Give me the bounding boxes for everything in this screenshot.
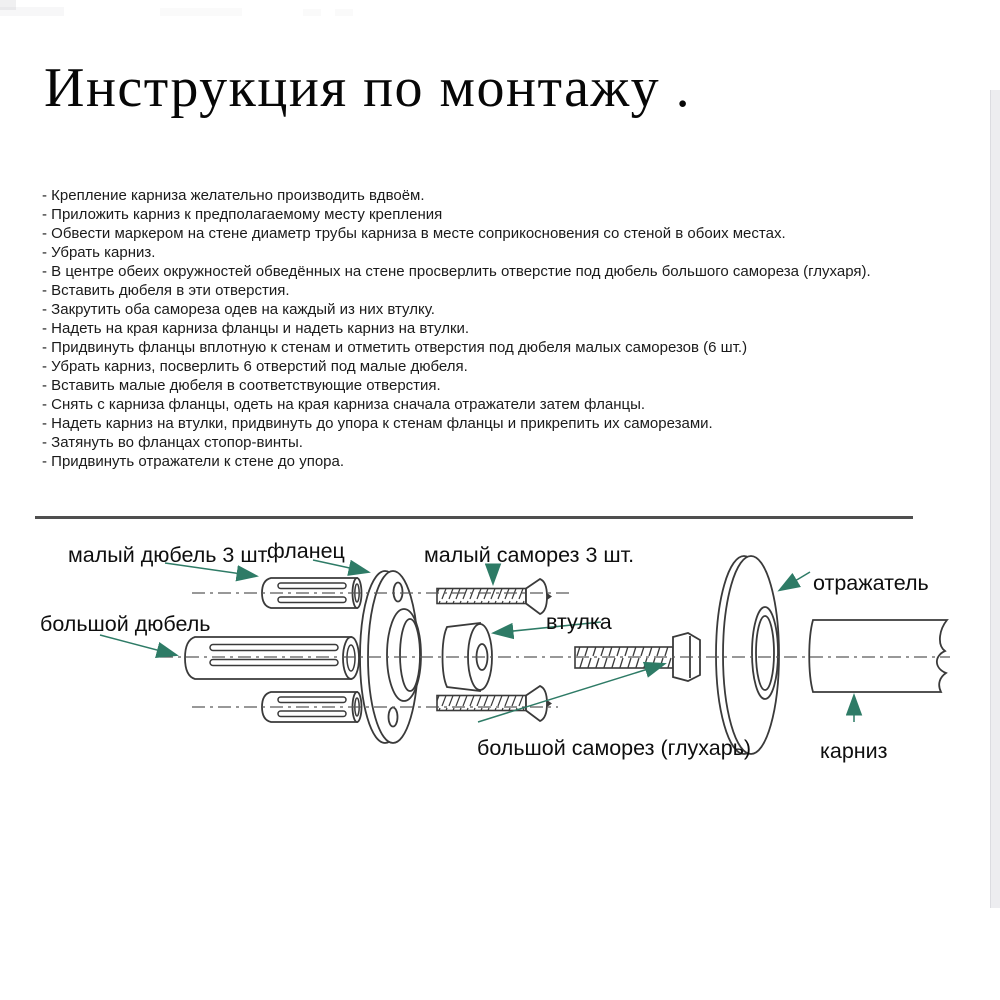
- small-screw-top: [437, 579, 552, 614]
- instruction-item: - Вставить малые дюбеля в соответствующие отверстия.: [42, 377, 441, 394]
- assembly-diagram: [0, 510, 1000, 800]
- instruction-item: - Надеть на края карниза фланцы и надеть карниз на втулки.: [42, 320, 470, 337]
- label-small-screw: малый саморез 3 шт.: [424, 543, 635, 567]
- page-title: Инструкция по монтажу .: [44, 57, 692, 119]
- instruction-item: - Убрать карниз.: [42, 244, 156, 261]
- instruction-item: - Придвинуть фланцы вплотную к стенам и отметить отверстия под дюбеля малых саморезов (6 шт.): [42, 339, 748, 356]
- instruction-item: - Убрать карниз, посверлить 6 отверстий под малые дюбеля.: [42, 358, 468, 375]
- image-artifact: [335, 9, 353, 16]
- instruction-item: - Придвинуть отражатели к стене до упора.: [42, 453, 345, 470]
- large-dowel: [185, 637, 359, 679]
- instruction-item: - Затянуть во фланцах стопор-винты.: [42, 434, 303, 451]
- instruction-item: - Крепление карниза желательно производить вдвоём.: [42, 187, 425, 204]
- label-reflector: отражатель: [813, 571, 929, 595]
- rod: [809, 620, 947, 692]
- instruction-item: - Закрутить оба самореза одев на каждый из них втулку.: [42, 301, 435, 318]
- image-artifact: [160, 8, 242, 16]
- instruction-item: - Обвести маркером на стене диаметр трубы карниза в месте соприкосновения со стеной в обоих местах.: [42, 225, 786, 242]
- instruction-item: - В центре обеих окружностей обведённых на стене просверлить отверстие под дюбель большого самореза (глухаря).: [42, 263, 871, 280]
- label-bushing: втулка: [546, 610, 612, 634]
- instruction-list: [42, 186, 962, 471]
- label-rod: карниз: [820, 739, 888, 763]
- label-small-dowel: малый дюбель 3 шт.: [68, 543, 272, 567]
- instruction-item: - Снять с карниза фланцы, одеть на края карниза сначала отражатели затем фланцы.: [42, 396, 646, 413]
- image-artifact: [0, 7, 64, 16]
- reflector: [716, 556, 779, 754]
- image-artifact: [303, 9, 321, 16]
- small-screw-bottom: [437, 686, 552, 721]
- instruction-item: - Вставить дюбеля в эти отверстия.: [42, 282, 290, 299]
- instruction-item: - Приложить карниз к предполагаемому месту крепления: [42, 206, 443, 223]
- instruction-item: - Надеть карниз на втулки, придвинуть до упора к стенам фланцы и прикрепить их саморезами.: [42, 415, 713, 432]
- label-flange: фланец: [267, 539, 345, 563]
- label-large-dowel: большой дюбель: [40, 612, 211, 636]
- label-large-screw: большой саморез (глухарь): [477, 736, 752, 760]
